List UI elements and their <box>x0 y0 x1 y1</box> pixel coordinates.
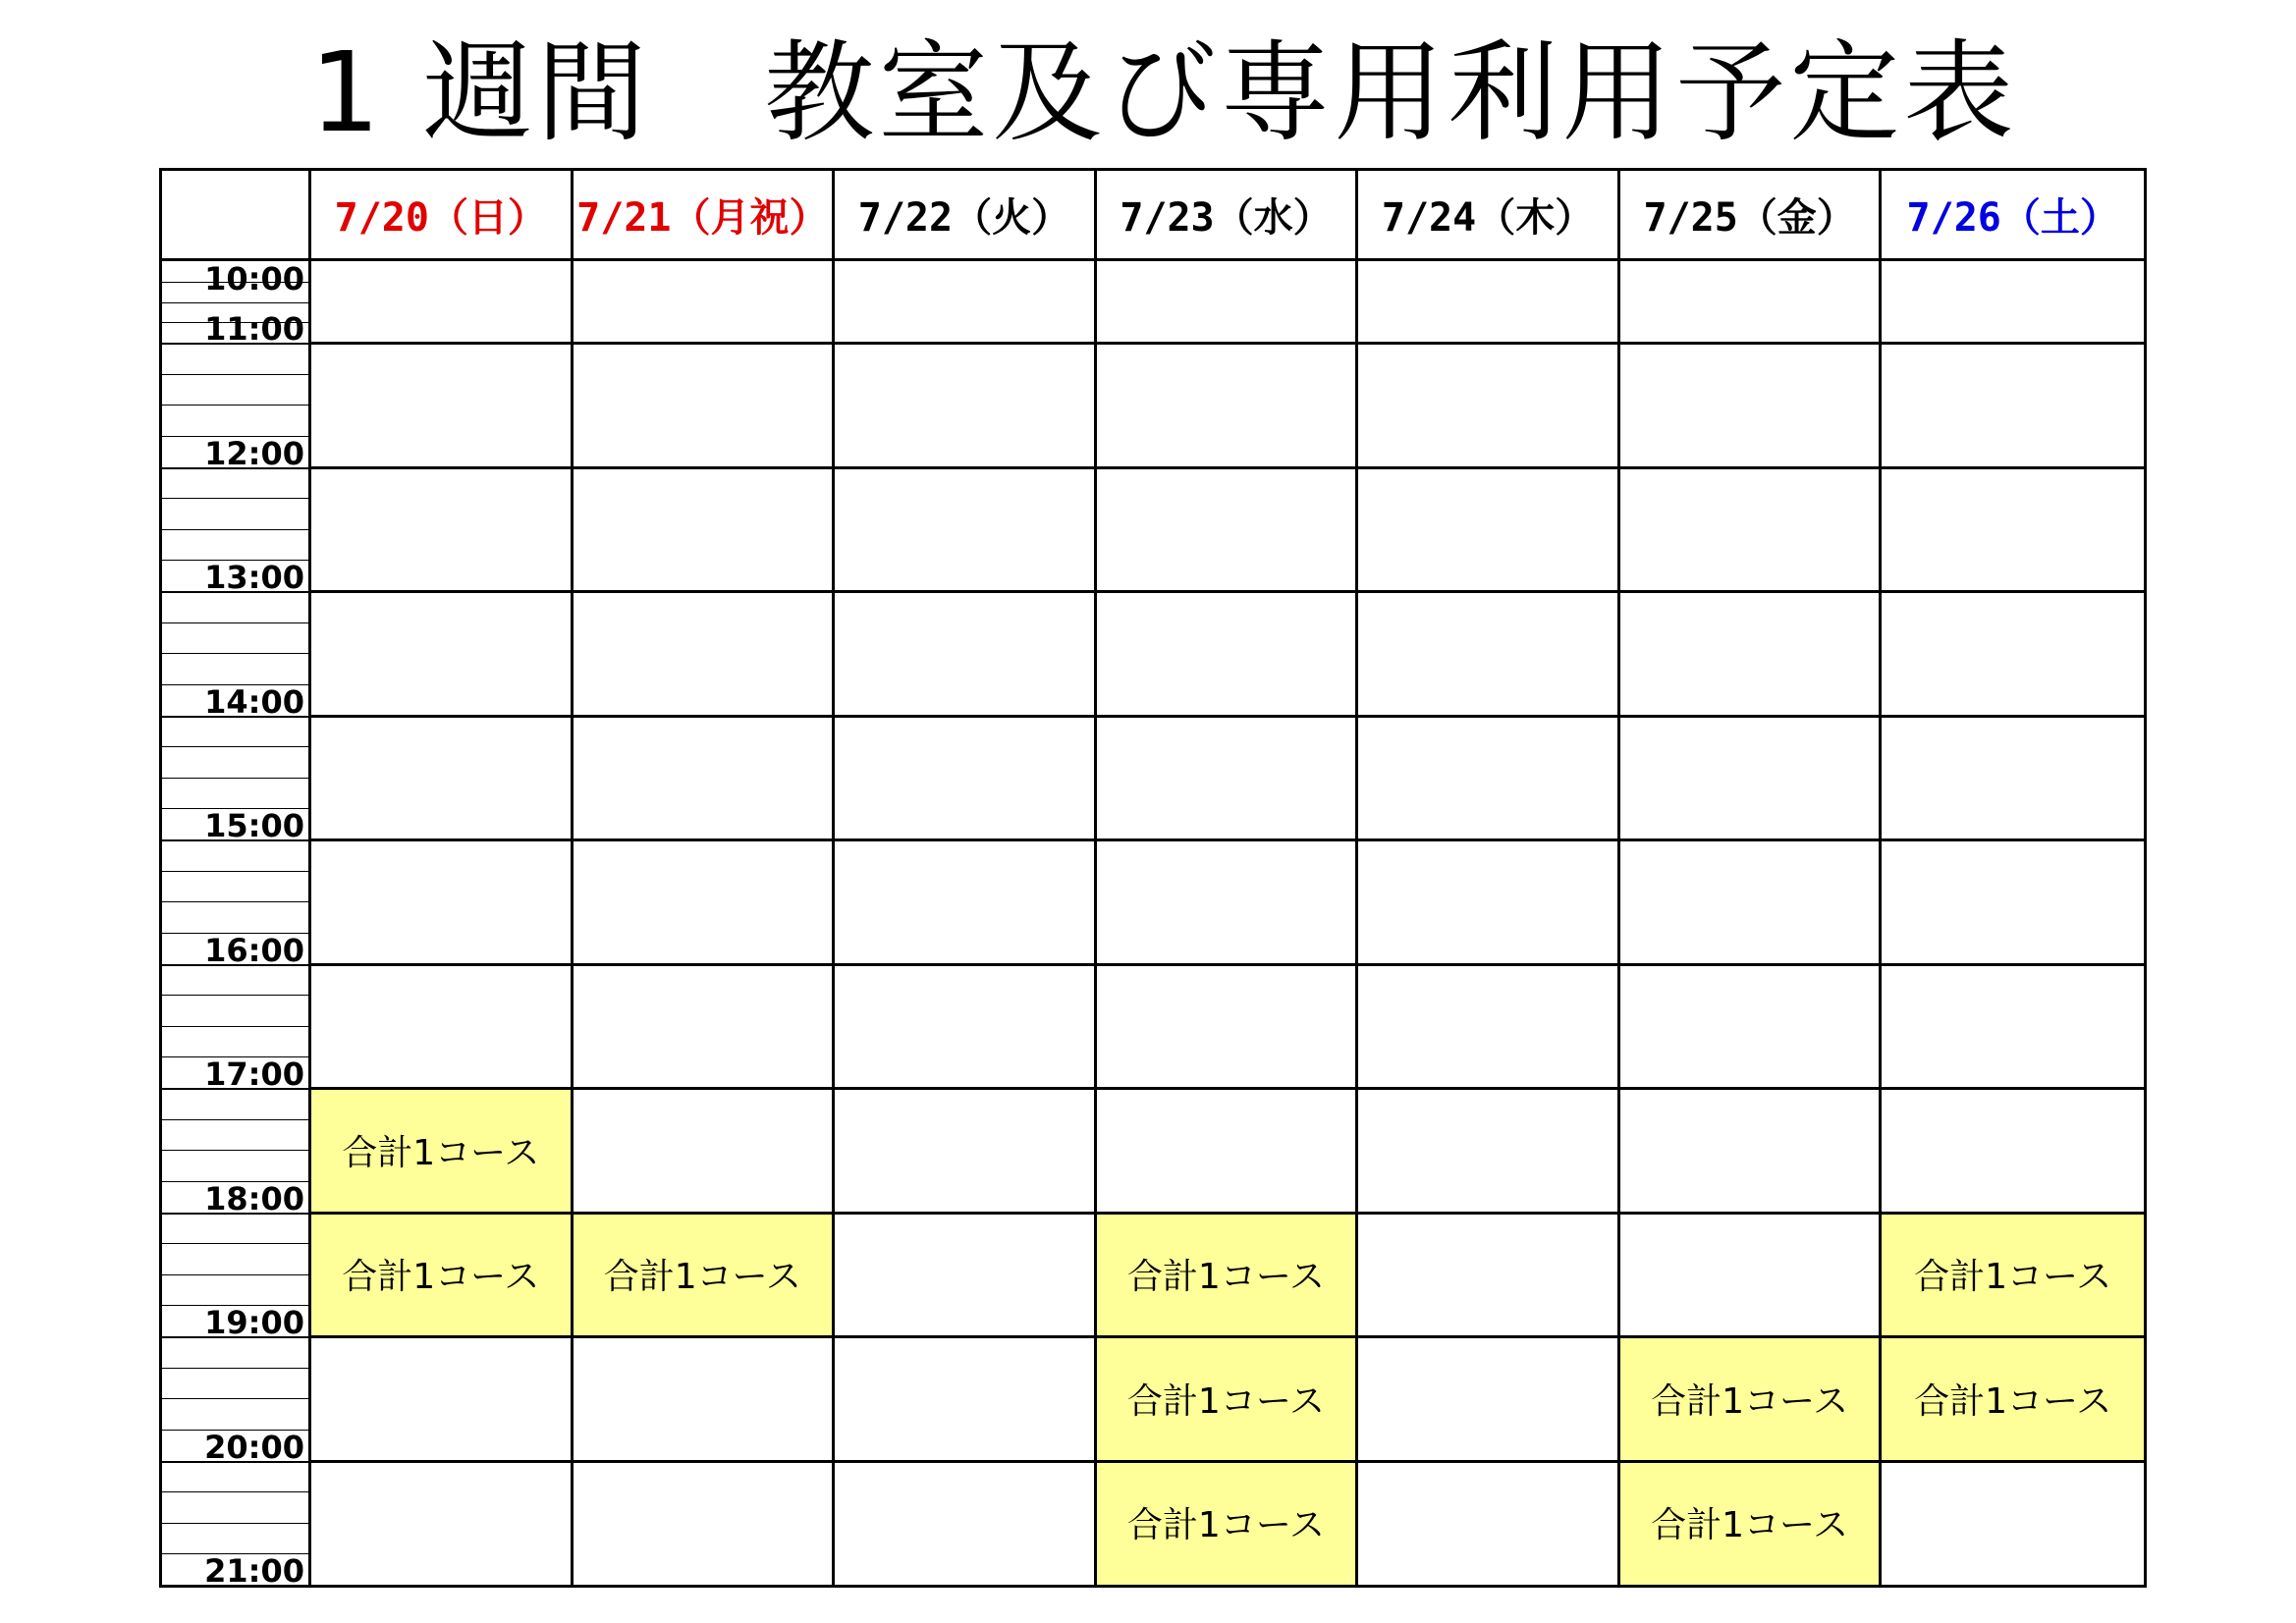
hour-line <box>1882 1087 2144 1090</box>
hour-line <box>1358 590 1617 593</box>
hour-line <box>311 1335 571 1338</box>
hour-line <box>1097 839 1356 841</box>
hour-line <box>835 466 1094 469</box>
hour-line <box>574 963 833 966</box>
day-column <box>1882 261 2144 1585</box>
hour-line <box>311 1460 571 1463</box>
hour-line <box>1620 839 1880 841</box>
time-label: 11:00 <box>204 310 304 348</box>
day-column <box>1620 261 1883 1585</box>
quarter-tick <box>162 622 308 623</box>
time-label: 17:00 <box>204 1055 304 1093</box>
time-label: 12:00 <box>204 434 304 472</box>
quarter-tick <box>162 746 308 747</box>
time-label: 19:00 <box>204 1304 304 1341</box>
time-label: 10:00 <box>204 260 304 298</box>
hour-line <box>311 342 571 345</box>
day-header: 7/24（木） <box>1358 171 1620 258</box>
hour-line <box>1620 466 1880 469</box>
quarter-tick <box>162 1150 308 1151</box>
quarter-tick <box>162 374 308 375</box>
booking-cell[interactable]: 合計1コース <box>1882 1336 2144 1461</box>
booking-cell[interactable]: 合計1コース <box>1620 1461 1880 1586</box>
booking-cell[interactable]: 合計1コース <box>311 1088 571 1213</box>
hour-line <box>1882 1335 2144 1338</box>
hour-line <box>574 590 833 593</box>
day-column <box>311 261 574 1585</box>
hour-line <box>1882 466 2144 469</box>
hour-line <box>1882 963 2144 966</box>
quarter-tick <box>162 778 308 779</box>
schedule-grid <box>159 168 2147 1588</box>
hour-line <box>1620 1087 1880 1090</box>
hour-line <box>1097 963 1356 966</box>
hour-line <box>311 1087 571 1090</box>
time-label: 15:00 <box>204 807 304 844</box>
quarter-tick <box>162 1491 308 1492</box>
hour-line <box>835 1460 1094 1463</box>
day-column <box>574 261 836 1585</box>
hour-line <box>1097 590 1356 593</box>
hour-line <box>1620 342 1880 345</box>
hour-line <box>1097 715 1356 718</box>
hour-line <box>1358 1212 1617 1215</box>
day-header: 7/21（月祝） <box>574 171 836 258</box>
hour-line <box>1882 342 2144 345</box>
day-header: 7/20（日） <box>311 171 574 258</box>
time-label: 21:00 <box>204 1552 304 1590</box>
quarter-tick <box>162 302 308 303</box>
hour-line <box>1358 715 1617 718</box>
hour-line <box>311 963 571 966</box>
quarter-tick <box>162 1026 308 1027</box>
day-column <box>1358 261 1620 1585</box>
quarter-tick <box>162 1274 308 1275</box>
hour-line <box>311 715 571 718</box>
hour-line <box>835 715 1094 718</box>
hour-line <box>1620 963 1880 966</box>
hour-line <box>1097 466 1356 469</box>
hour-line <box>1620 1335 1880 1338</box>
hour-line <box>574 839 833 841</box>
hour-line <box>1097 1460 1356 1463</box>
time-label: 14:00 <box>204 682 304 721</box>
hour-line <box>311 839 571 841</box>
time-label: 16:00 <box>204 931 304 969</box>
hour-line <box>574 342 833 345</box>
hour-line <box>1358 839 1617 841</box>
hour-line <box>1097 342 1356 345</box>
quarter-tick <box>162 901 308 902</box>
quarter-tick <box>162 529 308 530</box>
hour-line <box>1620 1212 1880 1215</box>
hour-line <box>1620 590 1880 593</box>
hour-line <box>311 590 571 593</box>
page-title: 1 週間 教室及び専用利用予定表 <box>309 29 2018 157</box>
booking-cell[interactable]: 合計1コース <box>1620 1336 1880 1461</box>
quarter-tick <box>162 1523 308 1524</box>
quarter-tick <box>162 405 308 406</box>
hour-line <box>574 1212 833 1215</box>
header-row <box>162 171 2144 261</box>
time-column <box>162 260 311 1590</box>
hour-line <box>1097 1335 1356 1338</box>
time-label: 13:00 <box>204 559 304 596</box>
quarter-tick <box>162 1243 308 1244</box>
hour-line <box>1882 715 2144 718</box>
booking-cell[interactable]: 合計1コース <box>311 1213 571 1337</box>
hour-line <box>574 466 833 469</box>
booking-cell[interactable]: 合計1コース <box>574 1213 833 1337</box>
hour-line <box>574 715 833 718</box>
hour-line <box>835 590 1094 593</box>
quarter-tick <box>162 1368 308 1369</box>
booking-cell[interactable]: 合計1コース <box>1097 1336 1356 1461</box>
booking-cell[interactable]: 合計1コース <box>1882 1213 2144 1337</box>
day-header: 7/25（金） <box>1620 171 1883 258</box>
hour-line <box>1620 1460 1880 1463</box>
hour-line <box>574 1460 833 1463</box>
hour-line <box>1882 1212 2144 1215</box>
day-header: 7/22（火） <box>835 171 1097 258</box>
hour-line <box>1358 342 1617 345</box>
hour-line <box>835 342 1094 345</box>
quarter-tick <box>162 498 308 499</box>
hour-line <box>1882 1460 2144 1463</box>
day-header: 7/23（水） <box>1097 171 1359 258</box>
booking-cell[interactable]: 合計1コース <box>1097 1213 1356 1337</box>
hour-line <box>835 963 1094 966</box>
hour-line <box>1097 1212 1356 1215</box>
hour-line <box>835 1335 1094 1338</box>
hour-line <box>1882 839 2144 841</box>
hour-line <box>835 1212 1094 1215</box>
hour-line <box>1358 963 1617 966</box>
corner-cell <box>162 171 311 258</box>
day-column <box>835 261 1097 1585</box>
hour-line <box>1358 1335 1617 1338</box>
hour-line <box>574 1087 833 1090</box>
quarter-tick <box>162 1119 308 1120</box>
hour-line <box>311 1212 571 1215</box>
hour-line <box>1358 1087 1617 1090</box>
quarter-tick <box>162 1398 308 1399</box>
hour-line <box>835 839 1094 841</box>
hour-line <box>311 466 571 469</box>
hour-line <box>835 1087 1094 1090</box>
day-header: 7/26（土） <box>1906 195 2119 241</box>
booking-cell[interactable]: 合計1コース <box>1097 1461 1356 1586</box>
hour-line <box>1358 466 1617 469</box>
quarter-tick <box>162 995 308 996</box>
day-column <box>1097 261 1359 1585</box>
hour-line <box>1097 1087 1356 1090</box>
quarter-tick <box>162 653 308 654</box>
time-label: 18:00 <box>204 1179 304 1217</box>
hour-line <box>1620 715 1880 718</box>
hour-line <box>1358 1460 1617 1463</box>
time-label: 20:00 <box>204 1428 304 1466</box>
hour-line <box>574 1335 833 1338</box>
quarter-tick <box>162 871 308 872</box>
hour-line <box>1882 590 2144 593</box>
